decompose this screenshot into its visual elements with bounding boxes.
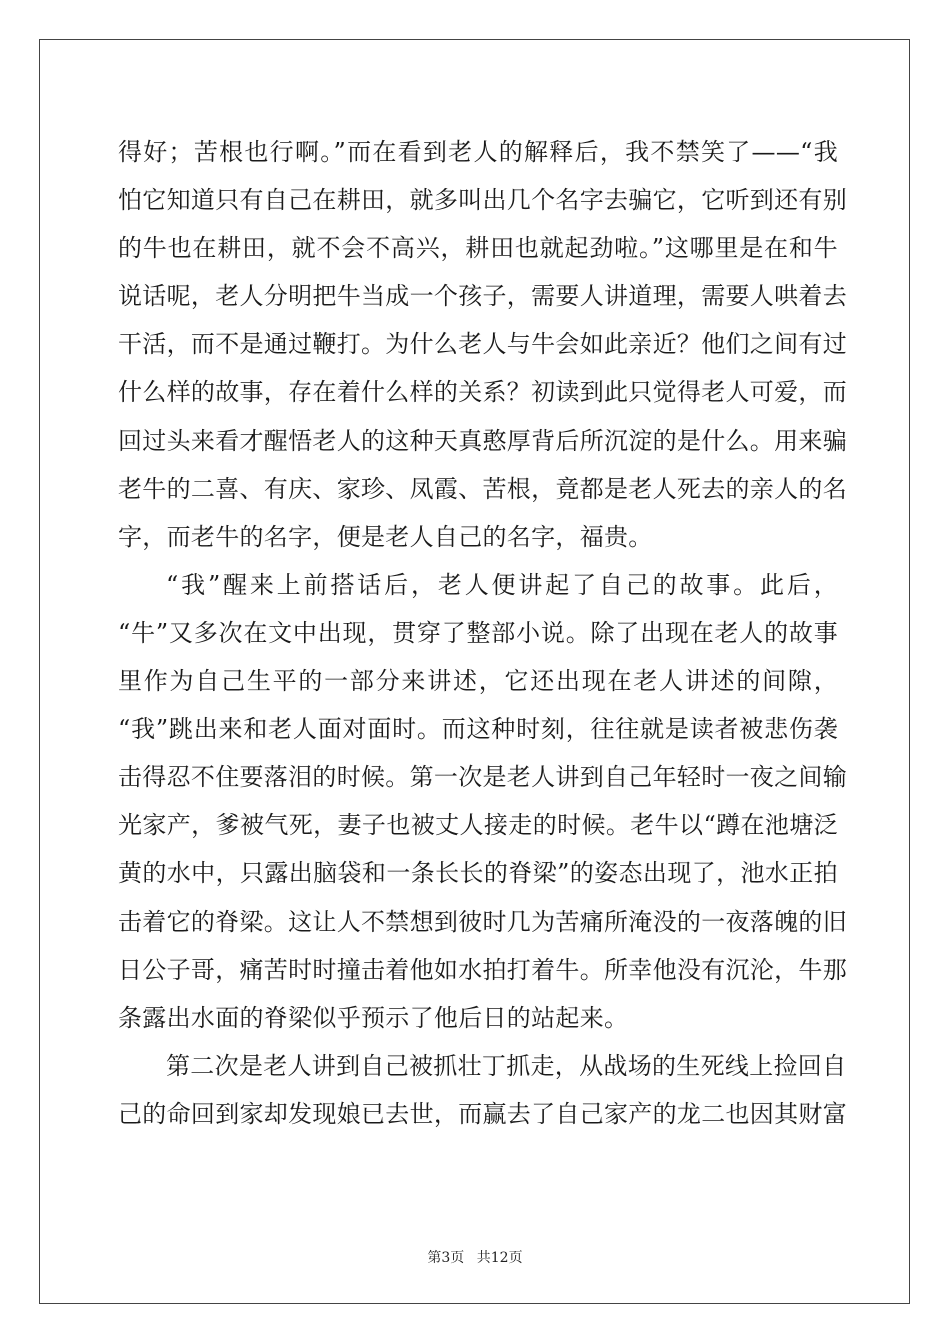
text-line: 老牛的二喜、有庆、家珍、凤霞、苦根，竟都是老人死去的亲人的名	[118, 474, 847, 503]
text-line: 己的命回到家却发现娘已去世，而赢去了自己家产的龙二也因其财富	[118, 1099, 847, 1128]
text-line: “牛”又多次在文中出现，贯穿了整部小说。除了出现在老人的故事	[118, 618, 838, 647]
text-line: 日公子哥，痛苦时时撞击着他如水拍打着牛。所幸他没有沉沦，牛那	[118, 955, 847, 984]
text-line: 里作为自己生平的一部分来讲述，它还出现在老人讲述的间隙，	[118, 667, 838, 696]
page-footer	[0, 1247, 950, 1267]
text-line: 说话呢，老人分明把牛当成一个孩子，需要人讲道理，需要人哄着去	[118, 282, 847, 311]
text-line: 什么样的故事，存在着什么样的关系？初读到此只觉得老人可爱，而	[118, 378, 847, 407]
text-line: 干活，而不是通过鞭打。为什么老人与牛会如此亲近？他们之间有过	[118, 330, 847, 359]
text-line: “我”醒来上前搭话后，老人便讲起了自己的故事。此后，	[166, 570, 838, 599]
page-number: 第3页	[427, 1250, 465, 1266]
text-line: 击着它的脊梁。这让人不禁想到彼时几为苦痛所淹没的一夜落魄的旧	[118, 907, 847, 936]
text-line: 第二次是老人讲到自己被抓壮丁抓走，从战场的生死线上捡回自	[166, 1051, 847, 1080]
text-line: 怕它知道只有自己在耕田，就多叫出几个名字去骗它，它听到还有别	[118, 186, 847, 215]
text-line: 字，而老牛的名字，便是老人自己的名字，福贵。	[118, 522, 653, 551]
text-line: “我”跳出来和老人面对面时。而这种时刻，往往就是读者被悲伤袭	[118, 715, 838, 744]
text-line: 的牛也在耕田，就不会不高兴，耕田也就起劲啦。”这哪里是在和牛	[118, 234, 838, 263]
text-line: 黄的水中，只露出脑袋和一条长长的脊梁”的姿态出现了，池水正拍	[118, 859, 838, 888]
text-line: 击得忍不住要落泪的时候。第一次是老人讲到自己年轻时一夜之间输	[118, 763, 847, 792]
text-line: 条露出水面的脊梁似乎预示了他后日的站起来。	[118, 1003, 629, 1032]
document-body	[118, 128, 847, 1138]
text-line: 得好；苦根也行啊。”而在看到老人的解释后，我不禁笑了——“我	[118, 138, 838, 166]
page-total: 共12页	[476, 1250, 523, 1266]
text-line: 回过头来看才醒悟老人的这种天真憨厚背后所沉淀的是什么。用来骗	[118, 426, 847, 455]
text-line: 光家产，爹被气死，妻子也被丈人接走的时候。老牛以“蹲在池塘泛	[118, 811, 838, 840]
